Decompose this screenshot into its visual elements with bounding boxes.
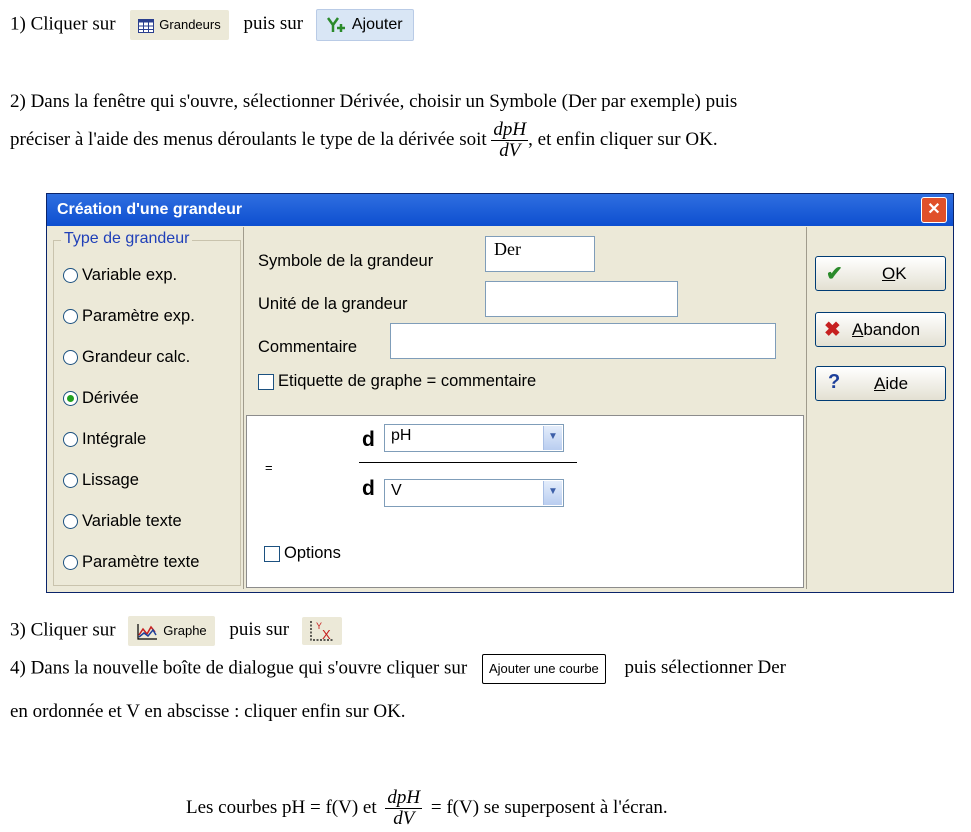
numerator-select[interactable] (384, 424, 564, 452)
radio-label: Paramètre exp. (82, 307, 195, 325)
cross-icon: ✖ (824, 319, 841, 341)
radio-label: Variable texte (82, 512, 182, 530)
chevron-down-icon[interactable]: ▼ (543, 481, 562, 505)
radio-icon (63, 268, 78, 283)
conclusion-start: Les courbes pH = f(V) et (186, 796, 377, 818)
step2-line1: 2) Dans la fenêtre qui s'ouvre, sélectionner Dérivée, choisir un Symbole (Der par exemple) puis (10, 91, 738, 112)
comment-label: Commentaire (258, 338, 358, 356)
radio-variable-texte[interactable] (63, 512, 182, 531)
conclusion-numerator: dpH (387, 787, 421, 808)
denominator-select-value: V (391, 482, 402, 499)
radio-icon (63, 432, 78, 447)
ajouter-button[interactable] (316, 9, 414, 41)
table-icon (138, 19, 154, 33)
step2-line2-end: , et enfin cliquer sur OK. (528, 128, 718, 150)
grandeurs-button-label: Grandeurs (159, 17, 221, 32)
step4-line1-end: puis sélectionner Der (624, 657, 786, 679)
dialog-titlebar[interactable] (47, 194, 953, 226)
step4-line1 (10, 654, 786, 684)
step3-line (10, 616, 342, 646)
radio-integrale[interactable] (63, 430, 146, 449)
aide-button-label: Aide (874, 374, 909, 393)
radio-label: Variable exp. (82, 266, 178, 284)
radio-variable-exp[interactable] (63, 266, 177, 285)
derivative-panel (246, 415, 804, 588)
right-divider (806, 227, 807, 589)
axis-coordinates-button[interactable] (302, 617, 342, 646)
radio-derivee[interactable] (63, 389, 139, 408)
step1-line (10, 9, 414, 41)
abandon-button-label: Abandon (852, 320, 921, 339)
checkbox-icon (264, 546, 280, 562)
unit-label: Unité de la grandeur (258, 295, 408, 313)
conclusion-denominator: dV (393, 808, 415, 829)
graph-icon (136, 623, 158, 641)
axis-xy-icon (308, 619, 336, 643)
numerator-select-value: pH (391, 427, 412, 444)
radio-icon (63, 309, 78, 324)
radio-selected-icon (63, 391, 78, 406)
radio-label: Dérivée (82, 389, 139, 407)
numerator-d: d (362, 428, 375, 451)
radio-parametre-texte[interactable] (63, 553, 199, 572)
close-button[interactable]: ✕ (921, 197, 947, 223)
unit-input[interactable] (485, 281, 678, 317)
step1-middle: puis sur (243, 13, 304, 35)
radio-grandeur-calc[interactable] (63, 348, 190, 367)
ajouter-courbe-button[interactable] (482, 654, 606, 684)
options-checkbox[interactable] (264, 544, 341, 563)
grandeurs-button[interactable] (130, 10, 228, 40)
radio-label: Lissage (82, 471, 139, 489)
fraction-numerator: dpH (493, 119, 527, 140)
dialog-title: Création d'une grandeur (57, 201, 243, 218)
fraction-bar (359, 462, 577, 463)
graph-label-checkbox[interactable] (258, 372, 536, 391)
symbol-input[interactable]: Der (485, 236, 595, 272)
ajouter-courbe-label: Ajouter une courbe (488, 661, 599, 676)
ajouter-button-label: Ajouter (351, 16, 403, 33)
derivative-fraction (491, 120, 528, 161)
quantity-type-group (53, 240, 241, 586)
radio-icon (63, 473, 78, 488)
denominator-select[interactable] (384, 479, 564, 507)
create-quantity-dialog (46, 193, 954, 593)
conclusion-fraction (385, 788, 422, 829)
radio-lissage[interactable] (63, 471, 139, 490)
radio-parametre-exp[interactable] (63, 307, 195, 326)
step2-line2 (10, 120, 718, 161)
conclusion-end: = f(V) se superposent à l'écran. (430, 796, 668, 818)
ok-button[interactable] (815, 256, 946, 291)
conclusion-line (186, 788, 668, 829)
step1-prefix: 1) Cliquer sur (10, 13, 116, 35)
radio-label: Paramètre texte (82, 553, 200, 571)
svg-text:X: X (321, 627, 331, 643)
check-icon: ✔ (826, 263, 843, 285)
ok-button-label: OK (882, 264, 907, 283)
step4-line2: en ordonnée et V en abscisse : cliquer enfin sur OK. (10, 701, 406, 722)
step4-line1-start: 4) Dans la nouvelle boîte de dialogue qui s'ouvre cliquer sur (10, 657, 468, 679)
add-variable-icon (327, 17, 347, 33)
graphe-button[interactable] (128, 616, 214, 646)
svg-text:Y: Y (315, 621, 322, 632)
step3-prefix: 3) Cliquer sur (10, 619, 116, 641)
radio-icon (63, 350, 78, 365)
abandon-button[interactable] (815, 312, 946, 347)
aide-button[interactable] (815, 366, 946, 401)
equals-sign: = (265, 460, 273, 475)
denominator-d: d (362, 477, 375, 500)
radio-label: Grandeur calc. (82, 348, 191, 366)
radio-label: Intégrale (82, 430, 147, 448)
graph-label-checkbox-text: Etiquette de graphe = commentaire (278, 372, 537, 390)
left-divider (243, 227, 244, 589)
radio-icon (63, 514, 78, 529)
help-icon: ? (828, 371, 841, 393)
comment-input[interactable] (390, 323, 776, 359)
step3-middle: puis sur (229, 619, 290, 641)
chevron-down-icon[interactable]: ▼ (543, 426, 562, 450)
options-checkbox-text: Options (284, 544, 341, 562)
radio-icon (63, 555, 78, 570)
step2-line2-start: préciser à l'aide des menus déroulants le type de la dérivée soit (10, 128, 487, 150)
checkbox-icon (258, 374, 274, 390)
graphe-button-label: Graphe (163, 623, 207, 638)
quantity-type-group-title: Type de grandeur (61, 230, 192, 248)
fraction-denominator: dV (499, 140, 521, 161)
symbol-label: Symbole de la grandeur (258, 252, 434, 270)
